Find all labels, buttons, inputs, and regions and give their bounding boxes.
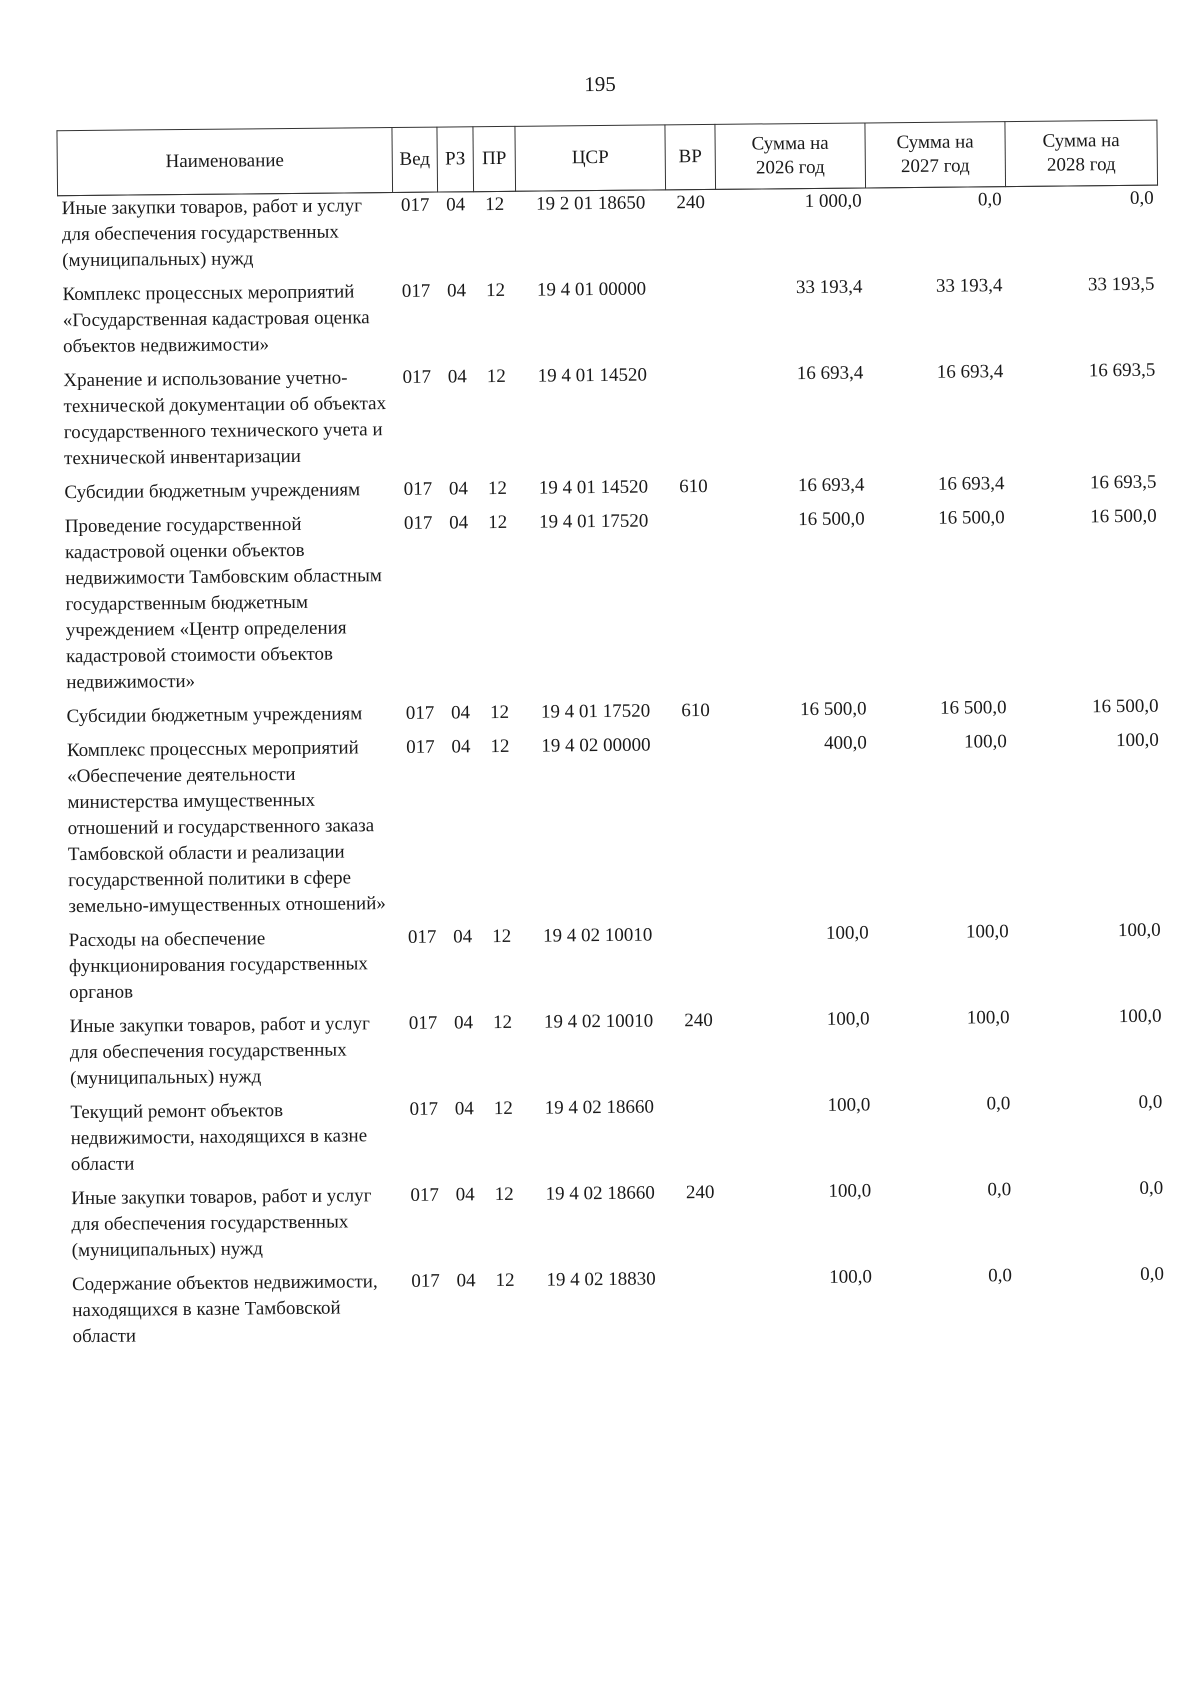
header-sum-2028: [1005, 120, 1158, 186]
table-row: [68, 1262, 1169, 1359]
row-ved: 017: [401, 280, 431, 302]
header-sum-2027: [865, 122, 1006, 188]
row-csr: 19 4 01 17520: [539, 510, 649, 533]
row-pr: 12: [494, 1183, 514, 1206]
row-vr: [674, 1094, 725, 1180]
row-name: Иные закупки товаров, работ и услуг для обеспечения государственных (муниципальных) нужд: [71, 1185, 372, 1262]
row-sum-2028: 100,0: [1117, 919, 1161, 942]
row-csr: 19 4 01 14520: [537, 364, 648, 387]
row-ved: 017: [406, 736, 435, 758]
row-name: Иные закупки товаров, работ и услуг для обеспечения государственных (муниципальных) нужд: [61, 195, 363, 272]
row-sum-2027: 100,0: [965, 921, 1009, 943]
row-sum-2027: 100,0: [966, 1007, 1010, 1029]
row-vr: [667, 362, 718, 474]
row-ved: 017: [403, 512, 433, 534]
row-sum-2028: 0,0: [1129, 187, 1154, 209]
row-rz: 04: [456, 1270, 476, 1292]
row-ved: 017: [408, 1012, 438, 1034]
row-vr: 610: [679, 475, 708, 498]
row-ved: 017: [403, 478, 433, 500]
row-pr: 12: [487, 477, 508, 500]
row-pr: 12: [492, 925, 512, 948]
row-sum-2028: 100,0: [1116, 729, 1159, 752]
row-ved: 017: [402, 366, 432, 388]
header-sum-2028-line2: 2028 год: [1046, 154, 1116, 176]
table-row: [65, 1004, 1166, 1101]
row-rz: 04: [455, 1184, 475, 1206]
row-sum-2027: 0,0: [986, 1093, 1011, 1115]
header-sum-2028-line1: Сумма на: [1042, 130, 1120, 152]
row-name: Проведение государственной кадастровой оценки объектов недвижимости Тамбовским областным государственным бюджетным учреждением «Центр определения кадастровой стоимости объектов недвижимости»: [64, 513, 382, 694]
row-sum-2027: 16 500,0: [939, 697, 1007, 719]
row-rz: 04: [454, 1098, 474, 1120]
row-vr: 240: [676, 191, 706, 214]
row-csr: 19 4 01 14520: [538, 476, 649, 499]
row-vr: [671, 732, 723, 922]
row-name: Субсидии бюджетным учреждениям: [66, 703, 363, 728]
row-sum-2027: 0,0: [987, 1179, 1012, 1201]
header-sum-2027-line2: 2027 год: [900, 155, 970, 178]
row-ved: 017: [409, 1098, 439, 1120]
row-vr: 240: [685, 1181, 715, 1204]
row-rz: 04: [448, 478, 469, 500]
row-sum-2026: 16 500,0: [798, 508, 865, 531]
row-sum-2026: 100,0: [826, 1008, 870, 1030]
row-csr: 19 4 02 10010: [543, 1010, 654, 1033]
header-vr: ВР: [665, 124, 716, 189]
row-csr: 19 4 01 17520: [540, 700, 651, 723]
row-vr: [666, 276, 717, 362]
row-csr: 19 4 02 10010: [542, 924, 653, 947]
table-header: [57, 120, 1158, 196]
row-name: Текущий ремонт объектов недвижимости, находящихся в казне области: [70, 1100, 368, 1176]
header-rz: РЗ: [437, 127, 474, 192]
budget-table: [56, 120, 1169, 1359]
row-sum-2028: 16 693,5: [1088, 359, 1156, 382]
row-csr: 19 2 01 18650: [535, 192, 646, 215]
row-sum-2026: 16 693,4: [796, 362, 864, 385]
row-sum-2026: 33 193,4: [795, 276, 863, 299]
row-vr: [676, 1266, 727, 1352]
row-rz: 04: [446, 280, 467, 302]
table-row: [65, 918, 1166, 1015]
row-sum-2027: 33 193,4: [935, 275, 1003, 297]
row-rz: 04: [451, 736, 471, 758]
table-body: [58, 185, 1169, 1358]
row-sum-2027: 16 693,4: [937, 473, 1005, 495]
row-name: Комплекс процессных мероприятий «Обеспечение деятельности министерства имущественных отношений и государственного заказа Тамбовской области и реализации государственной политики в сфере земельно-имущественных отношений»: [66, 737, 386, 918]
row-sum-2026: 16 500,0: [799, 698, 867, 721]
row-pr: 12: [492, 1011, 513, 1034]
row-pr: 12: [493, 1097, 513, 1120]
table-row: [59, 358, 1160, 481]
page-number: 195: [584, 71, 616, 97]
row-ved: 017: [411, 1270, 440, 1292]
row-name: Комплекс процессных мероприятий «Государственная кадастровая оценка объектов недвижимости»: [62, 281, 370, 358]
row-sum-2027: 100,0: [964, 731, 1007, 753]
row-sum-2028: 33 193,5: [1087, 273, 1155, 296]
row-sum-2026: 100,0: [825, 922, 869, 944]
row-vr: [669, 508, 721, 698]
row-ved: 017: [405, 702, 435, 724]
header-pr: ПР: [473, 126, 516, 191]
row-pr: 12: [490, 735, 510, 758]
row-rz: 04: [450, 702, 471, 724]
row-vr: [673, 922, 724, 1008]
row-name: Расходы на обеспечение функционирования государственных органов: [68, 928, 368, 1004]
header-name: Наименование: [57, 127, 393, 195]
row-name: Содержание объектов недвижимости, находящихся в казне Тамбовской области: [71, 1271, 378, 1348]
table-row: [66, 1090, 1167, 1187]
row-name: Субсидии бюджетным учреждениям: [64, 479, 361, 504]
table-row: [58, 272, 1159, 369]
row-sum-2028: 16 693,5: [1089, 471, 1157, 494]
row-rz: 04: [453, 926, 473, 948]
row-ved: 017: [410, 1184, 440, 1206]
row-csr: 19 4 02 18660: [544, 1096, 655, 1119]
row-csr: 19 4 02 18660: [545, 1182, 655, 1205]
table-row: [61, 504, 1163, 705]
row-sum-2028: 16 500,0: [1091, 695, 1159, 718]
table-row: [63, 728, 1165, 929]
row-ved: 017: [400, 194, 430, 216]
row-name: Иные закупки товаров, работ и услуг для обеспечения государственных (муниципальных) нужд: [69, 1013, 370, 1090]
row-pr: 12: [489, 701, 510, 724]
row-pr: 12: [485, 279, 506, 302]
row-ved: 017: [407, 926, 437, 948]
row-pr: 12: [485, 193, 505, 216]
row-vr: 240: [684, 1009, 713, 1032]
table-row: [67, 1176, 1168, 1273]
row-sum-2026: 16 693,4: [797, 474, 865, 497]
header-sum-2026-line1: Сумма на: [751, 132, 829, 155]
row-sum-2027: 0,0: [977, 189, 1002, 211]
row-sum-2026: 400,0: [824, 732, 867, 754]
row-csr: 19 4 01 00000: [536, 278, 647, 301]
row-rz: 04: [449, 512, 469, 534]
row-csr: 19 4 02 18830: [546, 1268, 656, 1291]
row-sum-2026: 100,0: [829, 1266, 873, 1288]
row-vr: 610: [681, 699, 710, 722]
row-sum-2026: 1 000,0: [804, 190, 862, 213]
table-row: [58, 185, 1159, 282]
row-sum-2028: 0,0: [1139, 1177, 1164, 1199]
row-sum-2028: 0,0: [1140, 1263, 1165, 1285]
row-rz: 04: [447, 366, 467, 388]
header-ved: Вед: [392, 127, 438, 192]
row-sum-2028: 100,0: [1118, 1005, 1162, 1028]
header-sum-2026: [715, 123, 866, 189]
row-sum-2027: 16 693,4: [936, 361, 1004, 383]
row-pr: 12: [488, 511, 508, 534]
header-sum-2026-line2: 2026 год: [755, 156, 825, 179]
row-sum-2027: 16 500,0: [938, 507, 1005, 529]
row-pr: 12: [486, 365, 506, 388]
row-pr: 12: [495, 1269, 515, 1292]
header-csr: ЦСР: [515, 125, 666, 191]
row-sum-2027: 0,0: [988, 1265, 1013, 1287]
row-rz: 04: [446, 194, 466, 216]
row-name: Хранение и использование учетно-технической документации об объектах государственного технического учета и технической инвентаризации: [63, 367, 387, 470]
row-rz: 04: [453, 1012, 474, 1034]
header-sum-2027-line1: Сумма на: [896, 131, 974, 154]
row-sum-2026: 100,0: [827, 1094, 871, 1116]
row-sum-2028: 16 500,0: [1090, 505, 1157, 528]
row-csr: 19 4 02 00000: [541, 734, 651, 757]
row-sum-2026: 100,0: [828, 1180, 872, 1202]
row-sum-2028: 0,0: [1138, 1091, 1163, 1113]
